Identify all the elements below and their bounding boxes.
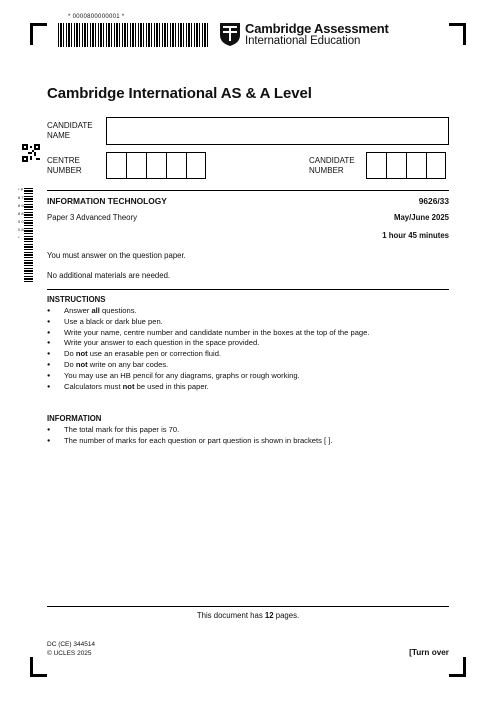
instruction-item: ● Use a black or dark blue pen.: [47, 317, 370, 328]
document-code: DC (CE) 344514: [47, 641, 96, 648]
information-item: ● The number of marks for each question or part question is shown in brackets [ ].: [47, 436, 332, 447]
candidate-name-field[interactable]: [106, 117, 449, 145]
instruction-item: ● You may use an HB pencil for any diagrams, graphs or rough working.: [47, 371, 370, 382]
subject-code: 9626/33: [418, 196, 449, 206]
candidate-number-label: CANDIDATE NUMBER: [309, 156, 355, 175]
side-code: * P 8 7 8 9 8 8 5 0 0 8 *: [18, 187, 24, 240]
page-title: Cambridge International AS & A Level: [47, 85, 312, 102]
instructions-list: [47, 306, 370, 392]
answer-note: You must answer on the question paper.: [47, 251, 186, 260]
copyright: © UCLES 2025: [47, 650, 92, 657]
candidate-number-box[interactable]: [426, 152, 446, 179]
subject-name: INFORMATION TECHNOLOGY: [47, 196, 167, 206]
candidate-number-box[interactable]: [406, 152, 426, 179]
instructions-heading: INSTRUCTIONS: [47, 295, 106, 304]
turn-over: [Turn over: [409, 648, 449, 657]
candidate-number-box[interactable]: [366, 152, 386, 179]
divider-bottom: [47, 606, 449, 607]
qr-code: [22, 144, 40, 162]
centre-number-box[interactable]: [166, 152, 186, 179]
candidate-name-label: CANDIDATE NAME: [47, 121, 93, 140]
centre-number-box[interactable]: [146, 152, 166, 179]
top-barcode: [58, 23, 208, 47]
crop-mark-bottom-left-v: [30, 657, 33, 677]
crop-mark-top-left-v: [30, 23, 33, 45]
instruction-item: ● Do not use an erasable pen or correction fluid.: [47, 349, 370, 360]
crop-mark-top-right-v: [463, 23, 466, 45]
instruction-item: ● Write your answer to each question in the space provided.: [47, 338, 370, 349]
cambridge-shield-logo: [219, 22, 241, 47]
barcode-number: * 0000800000001 *: [68, 14, 125, 20]
information-heading: INFORMATION: [47, 414, 102, 423]
centre-number-box[interactable]: [186, 152, 206, 179]
divider-middle: [47, 289, 449, 290]
instruction-item: ● Write your name, centre number and candidate number in the boxes at the top of the page.: [47, 328, 370, 339]
instruction-item: ● Answer all questions.: [47, 306, 370, 317]
candidate-number-boxes[interactable]: [366, 152, 446, 179]
page-count: This document has 12 pages.: [196, 611, 300, 620]
crop-mark-bottom-right-v: [463, 657, 466, 677]
divider-top: [47, 190, 449, 191]
materials-note: No additional materials are needed.: [47, 271, 171, 280]
instruction-item: ● Calculators must not be used in this paper.: [47, 382, 370, 393]
org-name-line1: Cambridge Assessment: [245, 21, 389, 36]
centre-number-boxes[interactable]: [106, 152, 206, 179]
centre-number-box[interactable]: [126, 152, 146, 179]
paper-name: Paper 3 Advanced Theory: [47, 213, 138, 222]
information-list: [47, 425, 332, 447]
information-item: ● The total mark for this paper is 70.: [47, 425, 332, 436]
centre-number-box[interactable]: [106, 152, 126, 179]
exam-session: May/June 2025: [393, 213, 449, 222]
candidate-number-box[interactable]: [386, 152, 406, 179]
instruction-item: ● Do not write on any bar codes.: [47, 360, 370, 371]
org-name-line2: International Education: [245, 35, 361, 47]
exam-duration: 1 hour 45 minutes: [382, 231, 449, 240]
side-barcode: [24, 186, 33, 282]
centre-number-label: CENTRE NUMBER: [47, 156, 82, 175]
